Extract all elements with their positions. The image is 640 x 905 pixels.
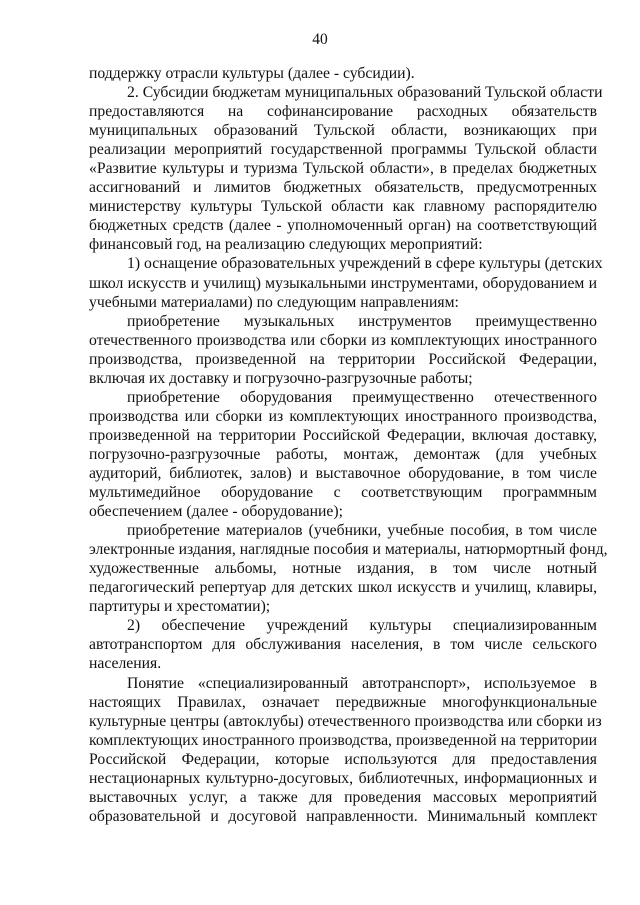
text-line: финансовый год, на реализацию следующих мероприятий: [89,236,483,254]
text-line: муниципальных образований Тульской области, возникающих при [89,122,597,140]
text-line: 2. Субсидии бюджетам муниципальных образований Тульской области [127,84,603,102]
text-line: Понятие «специализированный автотранспорт», используемое в [127,674,597,692]
text-line: обеспечением (далее - оборудование); [89,503,343,521]
paragraph [89,616,597,673]
text-line: художественные альбомы, нотные издания, в том числе нотный [89,560,597,578]
text-line: производства, произведенной на территории Российской Федерации, [89,350,597,368]
text-line: настоящих Правилах, означает передвижные многофункциональные [89,693,597,711]
paragraph [89,388,597,521]
text-line: населения. [89,655,162,673]
text-line: предоставляются на софинансирование расходных обязательств [89,103,597,121]
text-line: Российской Федерации, которые используются для предоставления [89,750,597,768]
text-line: комплектующих иностранного производства, произведенной на территории [89,731,597,749]
text-line: партитуры и хрестоматии); [89,598,271,616]
text-line: ассигнований и лимитов бюджетных обязательств, предусмотренных [89,179,597,197]
text-line: аудиторий, библиотек, залов) и выставочное оборудование, в том числе [89,464,597,482]
text-line: приобретение музыкальных инструментов преимущественно [127,312,597,330]
text-line: приобретение оборудования преимущественно отечественного [127,388,597,406]
text-line: бюджетных средств (далее - уполномоченный орган) на соответствующий [89,217,597,235]
text-line: 1) оснащение образовательных учреждений в сфере культуры (детских [127,255,603,273]
text-line: автотранспортом для обслуживания населения, в том числе сельского [89,636,597,654]
text-line: школ искусств и училищ) музыкальными инструментами, оборудованием и [89,274,597,292]
text-line: произведенной на территории Российской Федерации, включая доставку, [89,426,597,444]
text-line: погрузочно-разгрузочные работы, монтаж, демонтаж (для учебных [89,445,597,463]
paragraph [89,64,597,83]
text-line: приобретение материалов (учебники, учебные пособия, в том числе [127,522,597,540]
text-line: учебными материалами) по следующим направлениям: [89,293,459,311]
text-line: культурные центры (автоклубы) отечественного производства или сборки из [89,712,602,730]
paragraph [89,674,602,826]
paragraph [89,521,608,616]
text-line: образовательной и досуговой направленности. Минимальный комплект [89,807,597,825]
text-line: педагогический репертуар для детских школ искусств и училищ, клавиры, [89,579,597,597]
text-line: включая их доставку и погрузочно-разгрузочные работы; [89,369,473,387]
text-line: электронные издания, наглядные пособия и материалы, натюрмортный фонд, [89,541,608,559]
paragraph [89,83,603,254]
text-line: отечественного производства или сборки из комплектующих иностранного [89,331,597,349]
paragraph [89,254,603,311]
text-line: выставочных услуг, а также для проведения массовых мероприятий [89,788,597,806]
text-line: мультимедийное оборудование с соответствующим программным [89,484,597,502]
text-line: 2) обеспечение учреждений культуры специализированным [127,617,597,635]
document-body [89,64,608,826]
text-line: «Развитие культуры и туризма Тульской области», в пределах бюджетных [89,160,597,178]
paragraph [89,312,597,388]
text-line: производства или сборки из комплектующих иностранного производства, [89,407,597,425]
text-line: министерству культуры Тульской области как главному распорядителю [89,198,597,216]
text-line: поддержку отрасли культуры (далее - субсидии). [89,65,415,82]
text-line: реализации мероприятий государственной программы Тульской области [89,141,597,159]
page-number: 40 [312,31,328,48]
text-line: нестационарных культурно-досуговых, библиотечных, информационных и [89,769,597,787]
